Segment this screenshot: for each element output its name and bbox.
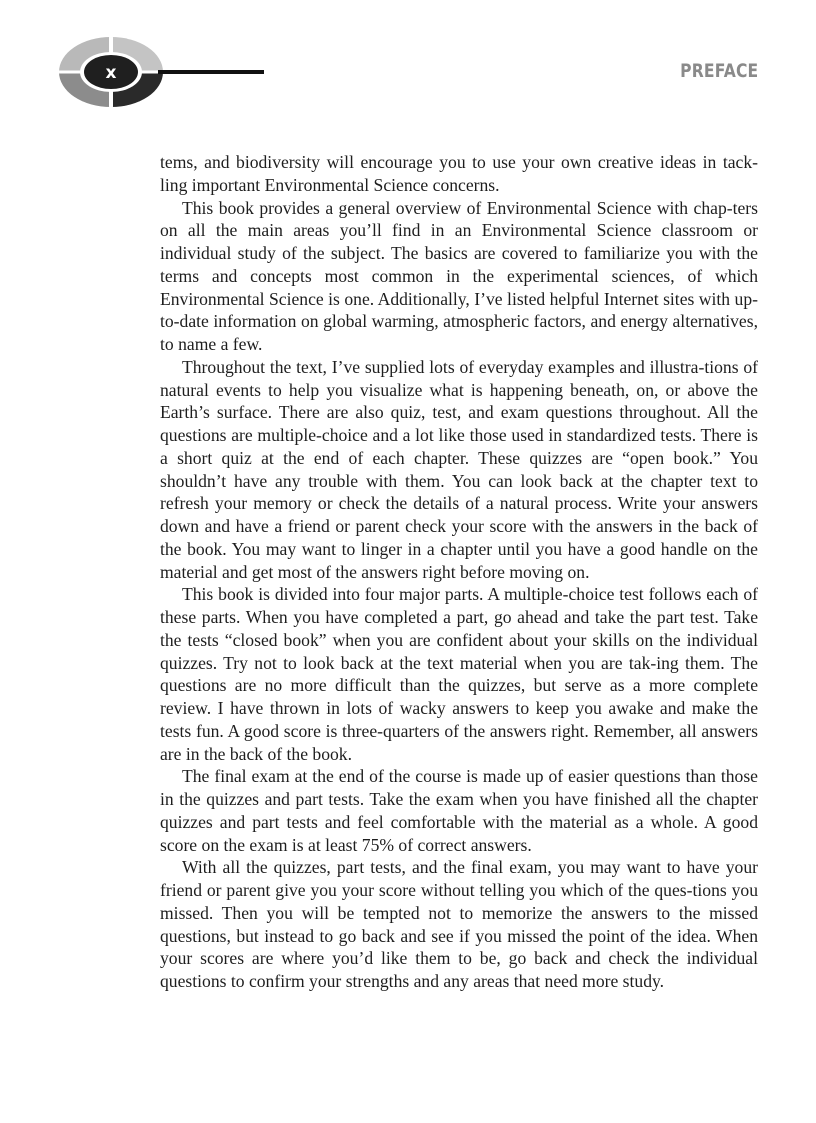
paragraph: With all the quizzes, part tests, and the final exam, you may want to have your friend or parent give you your score without telling you which of the ques-tions you missed. Then you will be tempted not to memorize the answers to the missed questions, but instead to go back and see if you missed the point of the idea. When your scores are where you’d like them to be, go back and check the individual questions to confirm your strengths and any areas that need more study. <box>160 857 758 991</box>
eye-ornament-icon <box>58 35 268 111</box>
page-number-badge <box>58 35 268 111</box>
paragraph-continuation: tems, and biodiversity will encourage you to use your own creative ideas in tack-ling important Environmental Science concerns. <box>160 152 758 195</box>
page-number: x <box>105 63 117 83</box>
running-head: PREFACE <box>679 60 758 82</box>
page-header <box>0 0 816 130</box>
body-text <box>160 151 758 993</box>
paragraph: This book provides a general overview of Environmental Science with chap-ters on all the main areas you’ll find in an Environmental Science classroom or individual study of the subject. The basics are covered to familiarize you with the terms and concepts most common in the experimental sciences, of which Environmental Science is one. Additionally, I’ve listed helpful Internet sites with up-to-date information on global warming, atmospheric factors, and energy alternatives, to name a few. <box>160 197 758 354</box>
paragraph: This book is divided into four major parts. A multiple-choice test follows each of these parts. When you have completed a part, go ahead and take the part test. Take the tests “closed book” when you are confident about your skills on the individual quizzes. Try not to look back at the text material when you are tak-ing them. The questions are no more difficult than the quizzes, but serve as a more complete review. I have thrown in lots of wacky answers to keep you awake and make the tests fun. A good score is three-quarters of the answers right. Remember, all answers are in the back of the book. <box>160 584 758 764</box>
paragraph: Throughout the text, I’ve supplied lots of everyday examples and illustra-tions of natural events to help you visualize what is happening beneath, on, or above the Earth’s surface. There are also quiz, test, and exam questions throughout. All the questions are multiple-choice and a lot like those used in standardized tests. There is a short quiz at the end of each chapter. These quizzes are “open book.” You shouldn’t have any trouble with them. You can look back at the chapter text to refresh your memory or check the details of a natural process. Write your answers down and have a friend or parent check your score with the answers in the back of the book. You may want to linger in a chapter until you have a good handle on the material and get most of the answers right before moving on. <box>160 356 758 582</box>
header-rule <box>158 70 264 74</box>
paragraph: The final exam at the end of the course is made up of easier questions than those in the quizzes and part tests. Take the exam when you have finished all the chapter quizzes and part tests and feel comfortable with the material as a whole. A good score on the exam is at least 75% of correct answers. <box>160 766 758 855</box>
